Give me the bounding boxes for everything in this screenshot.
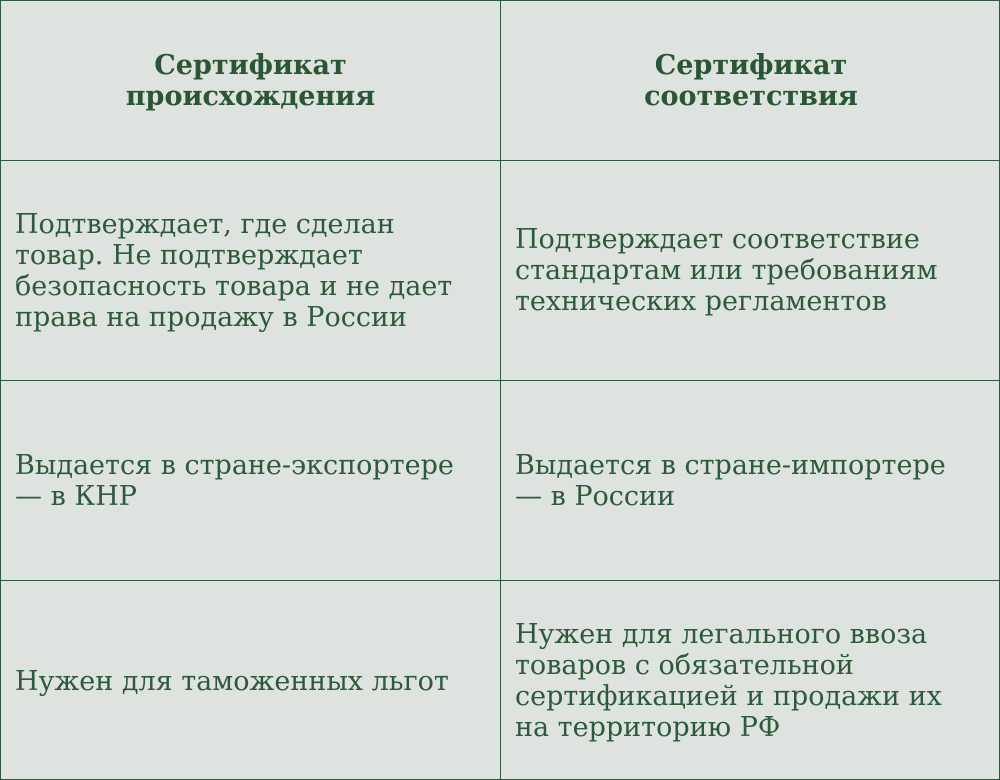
header-label-conformity: Сертификат соответствия <box>644 49 858 112</box>
row3-text-origin: Нужен для таможенных льгот <box>15 665 449 697</box>
header-cell-origin <box>1 1 501 161</box>
row1-cell-origin <box>1 161 501 381</box>
row2-text-conformity: Выдается в стране-импортере — в России <box>515 449 946 512</box>
row1-cell-conformity <box>501 161 1000 381</box>
header-cell-conformity <box>501 1 1000 161</box>
row3-text-conformity: Нужен для легального ввоза товаров с обязательной сертификацией и продажи их на территорию РФ <box>515 619 942 743</box>
row1-text-conformity: Подтверждает соответствие стандартам или требованиям технических регламентов <box>515 224 938 317</box>
row2-text-origin: Выдается в стране-экспортере — в КНР <box>15 449 454 512</box>
row3-cell-conformity <box>501 581 1000 780</box>
row3-cell-origin <box>1 581 501 780</box>
header-label-origin: Сертификат происхождения <box>125 49 376 112</box>
row1-text-origin: Подтверждает, где сделан товар. Не подтверждает безопасность товара и не дает права на продажу в России <box>15 208 453 333</box>
row2-cell-origin <box>1 381 501 581</box>
row2-cell-conformity <box>501 381 1000 581</box>
